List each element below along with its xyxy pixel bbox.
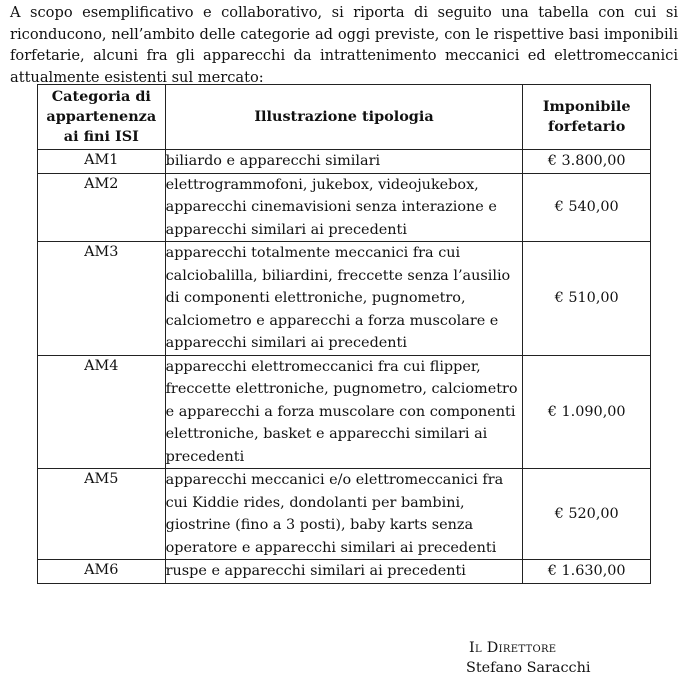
table-row [38,560,651,584]
signature-title: Il Direttore [469,640,557,656]
category-description: biliardo e apparecchi similari [165,150,523,174]
signature-block [466,638,590,678]
category-amount: € 540,00 [523,173,651,242]
category-code: AM6 [38,560,166,584]
category-description: ruspe e apparecchi similari ai precedenti [165,560,523,584]
table-row [38,469,651,560]
category-amount: € 1.090,00 [523,355,651,469]
category-table [37,84,651,584]
category-amount: € 520,00 [523,469,651,560]
category-description: elettrogrammofoni, jukebox, videojukebox, apparecchi cinemavisioni senza interazione e apparecchi similari ai precedenti [165,173,523,242]
category-code: AM2 [38,173,166,242]
table-header-row [38,85,651,150]
header-amount: Imponibile forfetario [523,85,651,150]
category-description: apparecchi elettromeccanici fra cui flipper, freccette elettroniche, pugnometro, calciometro e apparecchi a forza muscolare con componenti elettroniche, basket e apparecchi similari ai precedenti [165,355,523,469]
category-amount: € 1.630,00 [523,560,651,584]
category-code: AM1 [38,150,166,174]
category-code: AM3 [38,242,166,356]
category-code: AM5 [38,469,166,560]
header-category: Categoria di appartenenza ai fini ISI [38,85,166,150]
table-row [38,242,651,356]
table-row [38,150,651,174]
signature-name: Stefano Saracchi [466,660,591,676]
category-description: apparecchi totalmente meccanici fra cui calciobalilla, biliardini, freccette senza l’ausilio di componenti elettroniche, pugnometro, calciometro e apparecchi a forza muscolare e apparecchi similari ai precedenti [165,242,523,356]
header-description: Illustrazione tipologia [165,85,523,150]
category-amount: € 3.800,00 [523,150,651,174]
intro-paragraph: A scopo esemplificativo e collaborativo, si riporta di seguito una tabella con cui si riconducono, nell’ambito delle categorie ad oggi previste, con le rispettive basi imponibili forfetarie, alcuni fra gli apparecchi da intrattenimento meccanici ed elettromeccanici attualmente esistenti sul mercato: [10,4,678,86]
category-code: AM4 [38,355,166,469]
table-row [38,355,651,469]
category-amount: € 510,00 [523,242,651,356]
table-row [38,173,651,242]
category-description: apparecchi meccanici e/o elettromeccanici fra cui Kiddie rides, dondolanti per bambini, giostrine (fino a 3 posti), baby karts senza operatore e apparecchi similari ai precedenti [165,469,523,560]
